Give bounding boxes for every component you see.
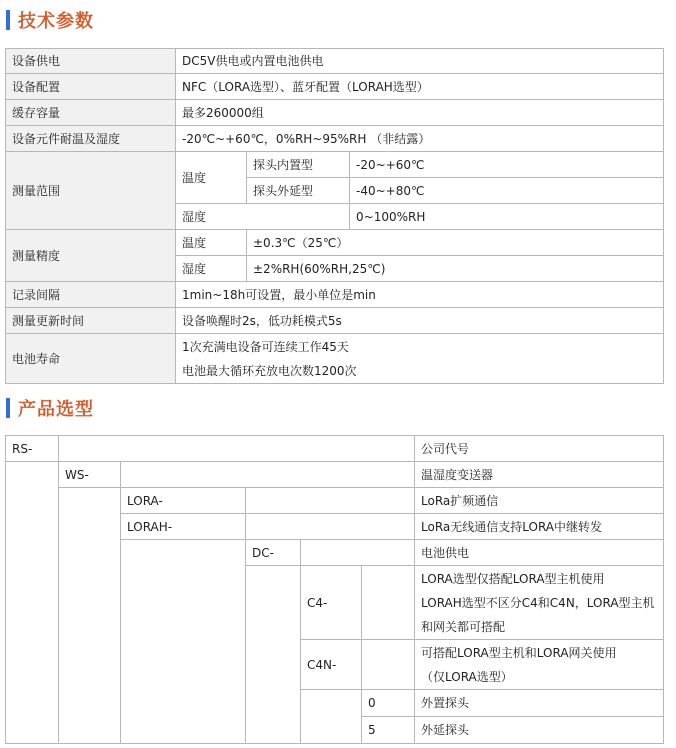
model-desc-dc: 电池供电 — [414, 539, 664, 566]
model-indent-col — [5, 461, 59, 744]
spec-value-update: 设备唤醒时2s，低功耗模式5s — [175, 307, 664, 334]
spec-value-interval: 1min~18h可设置，最小单位是min — [175, 281, 664, 308]
spec-range-internal-value: -20~+60℃ — [349, 151, 664, 178]
model-desc-c4n — [414, 639, 664, 690]
model-desc-c4 — [414, 565, 664, 640]
model-code-ws: WS- — [58, 461, 121, 488]
model-blank — [120, 461, 415, 488]
model-code-rs: RS- — [5, 435, 59, 462]
spec-label-storage: 缓存容量 — [5, 99, 176, 126]
c4-desc-line-3: 和网关都可搭配 — [421, 619, 506, 634]
spec-accuracy-hum-label: 湿度 — [175, 255, 247, 282]
model-desc-ws: 温湿度变送器 — [414, 461, 664, 488]
spec-value-battery — [175, 333, 664, 384]
model-section-header — [6, 396, 94, 420]
spec-range-temp-label: 温度 — [175, 151, 247, 204]
model-blank — [361, 639, 415, 690]
section-accent-bar — [6, 10, 10, 30]
model-section-title: 产品选型 — [18, 399, 94, 420]
model-code-dc: DC- — [245, 539, 301, 566]
spec-range-internal-label: 探头内置型 — [246, 151, 350, 178]
model-indent-col — [300, 689, 362, 744]
spec-accuracy-temp-label: 温度 — [175, 229, 247, 256]
spec-value-power: DC5V供电或内置电池供电 — [175, 48, 664, 74]
spec-range-external-value: -40~+80℃ — [349, 177, 664, 204]
battery-line-2: 电池最大循环充放电次数1200次 — [182, 363, 357, 378]
model-desc-rs: 公司代号 — [414, 435, 664, 462]
model-code-lora: LORA- — [120, 487, 246, 514]
c4-desc-line-1: LORA选型仅搭配LORA型主机使用 — [421, 571, 605, 586]
model-blank — [245, 487, 415, 514]
spec-label-power: 设备供电 — [5, 48, 176, 74]
spec-accuracy-temp-value: ±0.3℃（25℃） — [246, 229, 664, 256]
spec-value-config: NFC（LORA选型）、蓝牙配置（LORAH选型） — [175, 73, 664, 100]
model-code-c4: C4- — [300, 565, 362, 640]
spec-label-config: 设备配置 — [5, 73, 176, 100]
c4-desc-line-2: LORAH选型不区分C4和C4N，LORA型主机 — [421, 595, 655, 610]
model-code-probe-5: 5 — [361, 716, 415, 744]
spec-section-title: 技术参数 — [18, 11, 94, 32]
c4n-desc-line-1: 可搭配LORA型主机和LORA网关使用 — [421, 645, 617, 660]
model-indent-col — [245, 565, 301, 744]
model-desc-lora: LoRa扩频通信 — [414, 487, 664, 514]
model-desc-lorah: LoRa无线通信支持LORA中继转发 — [414, 513, 664, 540]
spec-range-external-label: 探头外延型 — [246, 177, 350, 204]
model-code-c4n: C4N- — [300, 639, 362, 690]
spec-label-range: 测量范围 — [5, 151, 176, 230]
spec-label-env: 设备元件耐温及湿度 — [5, 125, 176, 152]
spec-value-storage: 最多260000组 — [175, 99, 664, 126]
model-indent-col — [58, 487, 121, 744]
model-code-lorah: LORAH- — [120, 513, 246, 540]
model-desc-probe-5: 外延探头 — [414, 716, 664, 744]
spec-label-interval: 记录间隔 — [5, 281, 176, 308]
model-indent-col — [120, 539, 246, 744]
spec-label-accuracy: 测量精度 — [5, 229, 176, 282]
model-blank — [245, 513, 415, 540]
spec-accuracy-hum-value: ±2%RH(60%RH,25℃) — [246, 255, 664, 282]
spec-label-update: 测量更新时间 — [5, 307, 176, 334]
model-blank — [58, 435, 415, 462]
section-accent-bar — [6, 398, 10, 418]
spec-label-battery: 电池寿命 — [5, 333, 176, 384]
model-code-probe-0: 0 — [361, 689, 415, 717]
model-blank — [361, 565, 415, 640]
spec-range-hum-value: 0~100%RH — [349, 203, 664, 230]
spec-range-hum-label: 湿度 — [175, 203, 350, 230]
spec-section-header — [6, 8, 94, 32]
model-blank — [300, 539, 415, 566]
c4n-desc-line-2: （仅LORA选型） — [421, 669, 513, 684]
spec-value-env: -20℃~+60℃，0%RH~95%RH （非结露） — [175, 125, 664, 152]
battery-line-1: 1次充满电设备可连续工作45天 — [182, 339, 349, 354]
model-desc-probe-0: 外置探头 — [414, 689, 664, 717]
